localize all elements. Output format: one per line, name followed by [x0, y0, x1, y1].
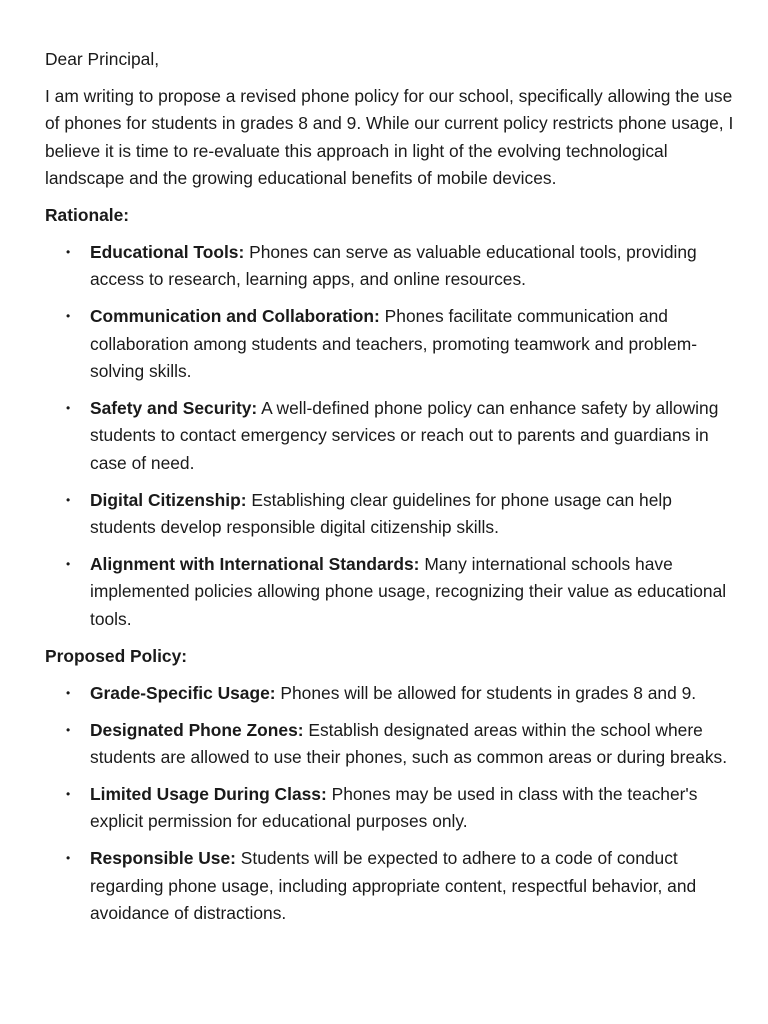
item-term: Digital Citizenship:: [90, 489, 247, 510]
item-term: Educational Tools:: [90, 241, 245, 262]
proposed-policy-list: [45, 680, 735, 928]
bullet-icon: •: [66, 309, 71, 324]
rationale-item: [45, 303, 735, 385]
proposed-policy-heading: Proposed Policy:: [45, 645, 188, 666]
bullet-icon: •: [66, 244, 71, 259]
policy-item: [45, 717, 735, 772]
bullet-icon: •: [66, 685, 71, 700]
policy-item: [45, 845, 735, 927]
item-text: Many international schools have implemented policies allowing phone usage, recognizing their value as educational tools.: [90, 554, 727, 629]
item-text: Establishing clear guidelines for phone usage can help students develop responsible digital citizenship skills.: [90, 489, 672, 538]
policy-item: [45, 781, 735, 836]
bullet-icon: •: [66, 722, 71, 737]
item-term: Grade-Specific Usage:: [90, 682, 276, 703]
rationale-list: [45, 239, 735, 633]
policy-item: [45, 680, 735, 707]
rationale-item: [45, 487, 735, 542]
bullet-icon: •: [66, 557, 71, 571]
bullet-icon: •: [66, 786, 71, 801]
item-term: Limited Usage During Class:: [90, 783, 327, 804]
bullet-icon: •: [66, 492, 71, 507]
bullet-icon: •: [66, 400, 71, 415]
item-term: Designated Phone Zones:: [90, 719, 304, 740]
item-text: Students will be expected to adhere to a code of conduct regarding phone usage, including appropriate content, respectful behavior, and avoidance of distractions.: [90, 848, 697, 923]
rationale-item: [45, 551, 735, 633]
document-body: [45, 46, 735, 937]
item-term: Alignment with International Standards:: [90, 554, 420, 574]
intro-paragraph: I am writing to propose a revised phone policy for our school, specifically allowing the use of phones for students in grades 8 and 9. While our current policy restricts phone usage, I believe it is time to re-evaluate this approach in light of the evolving technological landscape and the growing educational benefits of mobile devices.: [45, 85, 734, 189]
item-text: Phones will be allowed for students in grades 8 and 9.: [275, 682, 697, 703]
item-term: Safety and Security:: [90, 397, 258, 418]
rationale-item: [45, 395, 735, 477]
item-text: Phones may be used in class with the teacher's explicit permission for educational purposes only.: [90, 783, 698, 832]
rationale-item: [45, 239, 735, 294]
salutation: Dear Principal,: [45, 49, 160, 69]
item-term: Communication and Collaboration:: [90, 306, 380, 327]
rationale-heading: Rationale:: [45, 205, 130, 226]
item-text: Establish designated areas within the school where students are allowed to use their phones, such as common areas or during breaks.: [90, 719, 728, 767]
item-term: Responsible Use:: [90, 848, 236, 869]
item-text: Phones facilitate communication and collaboration among students and teachers, promoting teamwork and problem-solving skills.: [90, 306, 698, 382]
bullet-icon: •: [66, 851, 71, 866]
item-text: Phones can serve as valuable educational tools, providing access to research, learning apps, and online resources.: [90, 241, 697, 290]
item-text: A well-defined phone policy can enhance safety by allowing students to contact emergency services or reach out to parents and guardians in case of need.: [90, 397, 719, 473]
